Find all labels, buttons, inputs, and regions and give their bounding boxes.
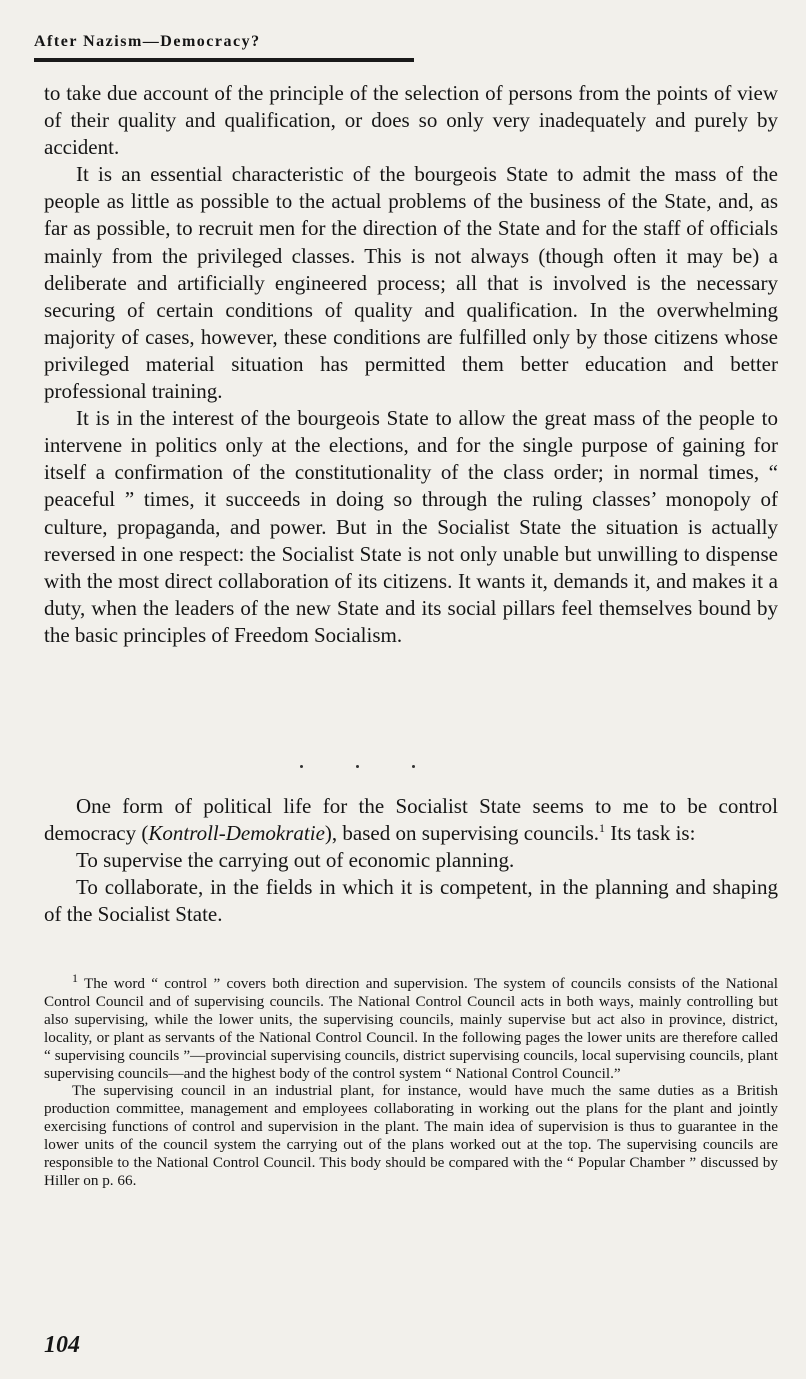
- paragraph: It is an essential characteristic of the bourgeois State to admit the mass of the people as little as possible to the actual problems of the business of the State, and, as far as possible, to recruit men for the direction of the State and for the staff of officials mainly from the privileged classes. This is not always (though often it may be) a deliberate and artificially engineered process; all that is involved is the necessary securing of certain conditions of quality and qualification. In the overwhelming majority of cases, however, these conditions are fulfilled only by those citizens whose privileged material situation has permitted them better education and better professional training.: [44, 162, 778, 404]
- dot: [356, 765, 359, 768]
- footnote-marker: 1: [72, 970, 78, 985]
- section-break-dots: [300, 757, 420, 777]
- paragraph: [44, 793, 778, 847]
- section-two-text: [44, 793, 778, 928]
- running-header-title: After Nazism—Democracy?: [34, 33, 261, 50]
- text-run: One form of political life for the Socialist State seems to me to be control democracy (: [44, 794, 778, 846]
- paragraph: To supervise the carrying out of economic planning.: [76, 848, 515, 873]
- page-number: 104: [44, 1332, 80, 1358]
- italic-term: Kontroll-Demokratie: [148, 821, 325, 846]
- dot: [300, 765, 303, 768]
- footnote: [44, 970, 778, 1082]
- footnote-text: The word “ control ” covers both direction and supervision. The system of councils consists of the National Control Council and of supervising councils. The National Control Council acts in both ways, mainly controlling but also supervising, while the lower units, the supervising councils, mainly supervise but act also in province, district, locality, or plant as servants of the National Control Council. In the following pages the lower units are therefore called “ supervising councils ”—provincial supervising councils, district supervising councils, local supervising councils, plant supervising councils—and the highest body of the control system “ National Control Council.”: [44, 975, 778, 1082]
- running-header: [34, 28, 414, 62]
- text-run: Its task is:: [605, 821, 696, 846]
- main-text: [44, 80, 778, 649]
- footnote: The supervising council in an industrial plant, for instance, would have much the same duties as a British production committee, management and employees collaborating in working out the plans for the plant and jointly exercising functions of control and supervision in the plant. The main idea of supervision is thus to guarantee in the lower units of the council system the carrying out of the plans worked out at the top. The supervising councils are responsible to the National Control Council. This body should be compared with the “ Popular Chamber ” discussed by Hiller on p. 66.: [44, 1082, 778, 1189]
- footnotes: [44, 970, 778, 1190]
- dot: [412, 765, 415, 768]
- paragraph: It is in the interest of the bourgeois State to allow the great mass of the people to intervene in politics only at the elections, and for the single purpose of gaining for itself a confirmation of the constitutionality of the class order; in normal times, “ peaceful ” times, it succeeds in doing so through the ruling classes’ monopoly of culture, propaganda, and power. But in the Socialist State the situation is actually reversed in one respect: the Socialist State is not only unable but unwilling to dispense with the most direct collaboration of its citizens. It wants it, demands it, and makes it a duty, when the leaders of the new State and its social pillars feel themselves bound by the basic principles of Freedom Socialism.: [44, 406, 778, 647]
- paragraph: to take due account of the principle of the selection of persons from the points of view of their quality and qualification, or does so only very inadequately and purely by accident.: [44, 81, 778, 160]
- footnote-reference: 1: [599, 821, 606, 836]
- text-run: ), based on supervising councils.: [324, 821, 600, 846]
- paragraph: To collaborate, in the fields in which it is competent, in the planning and shaping of the Socialist State.: [44, 875, 778, 927]
